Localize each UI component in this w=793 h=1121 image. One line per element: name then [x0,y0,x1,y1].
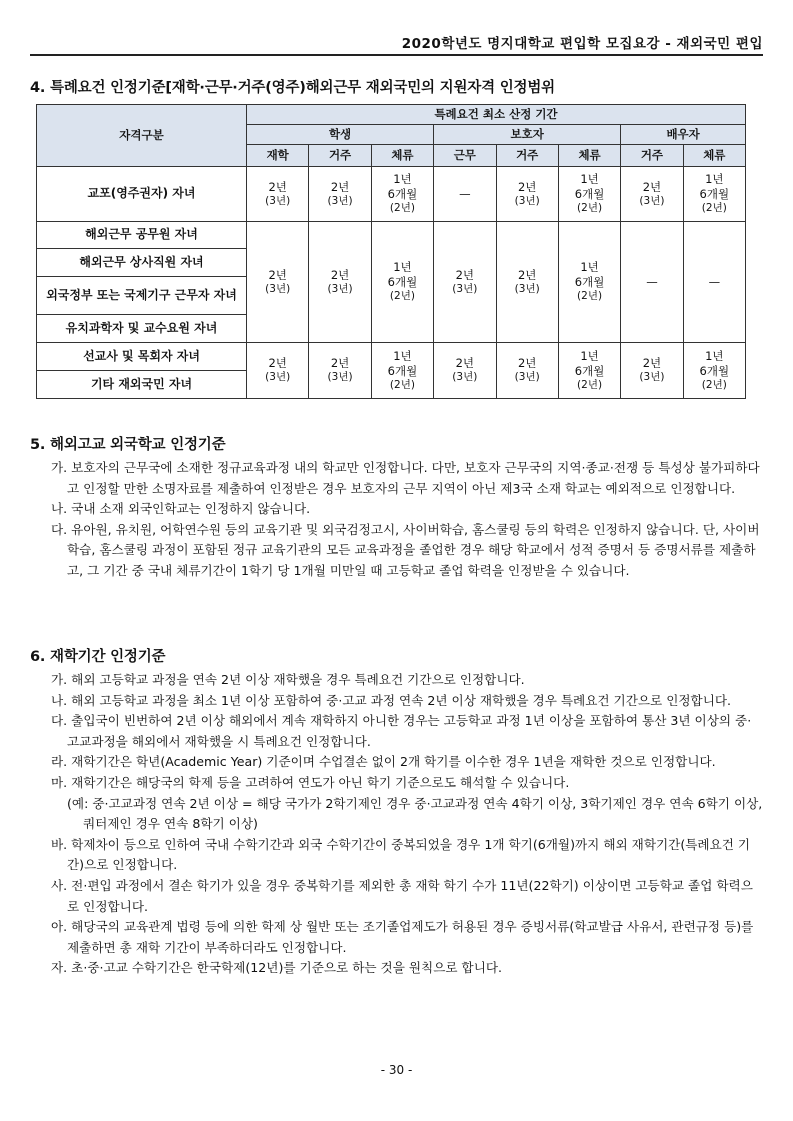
sub-header: 재학 [247,145,309,167]
cell: 2년 (3년) [496,222,558,343]
page-header [30,30,763,56]
cell: 2년 (3년) [434,343,496,399]
header-student: 학생 [247,125,434,145]
cell: 2년 (3년) [247,222,309,343]
list-item: 사. 전·편입 과정에서 결손 학기가 있을 경우 중복학기를 제외한 총 재학 학기 수가 11년(22학기) 이상이면 고등학교 졸업 학력으로 인정합니다. [51,877,753,914]
cell: 2년 (3년) [621,343,683,399]
cell-dash: — [683,222,745,343]
cell: 2년 (3년) [309,343,371,399]
sub-header: 거주 [496,145,558,167]
row-label: 기타 재외국민 자녀 [37,371,247,399]
cell: 2년 (3년) [247,167,309,222]
row-label: 선교사 및 목회자 자녀 [37,343,247,371]
cell-dash: — [621,222,683,343]
header-qualification: 자격구분 [37,105,247,167]
header-guardian: 보호자 [434,125,621,145]
cell: 2년 (3년) [496,343,558,399]
cell: 2년 (3년) [247,343,309,399]
sub-header: 체류 [683,145,745,167]
header-title: 2020학년도 명지대학교 편입학 모집요강 - 재외국민 편입 [401,36,763,52]
header-min-period: 특례요건 최소 산정 기간 [247,105,746,125]
sub-header: 체류 [558,145,620,167]
list-item: 라. 재학기간은 학년(Academic Year) 기준이며 수업결손 없이 2개 학기를 이수한 경우 1년을 재학한 것으로 인정합니다. [51,754,716,770]
page-number: - 30 - [380,1063,413,1077]
list-item: 가. 보호자의 근무국에 소재한 정규교육과정 내의 학교만 인정합니다. 다만, 보호자 근무국의 지역·종교·전쟁 등 특성상 불가피하다고 인정할 만한 소명자료를 제출하여 인정받은 경우 보호자의 근무 지역이 아닌 제3국 소재 학교는 예외적으로 인정합니다. [51,460,760,496]
cell: 1년 6개월 (2년) [683,343,745,399]
list-item: 자. 초·중·고교 수학기간은 한국학제(12년)를 기준으로 하는 것을 원칙으로 합니다. [51,960,503,976]
list-item: 나. 해외 고등학교 과정을 최소 1년 이상 포함하여 중·고교 과정 연속 2년 이상 재학했을 경우 특례요건 기간으로 인정합니다. [51,692,732,708]
cell: 1년 6개월 (2년) [558,222,620,343]
row-label: 해외근무 공무원 자녀 [37,222,247,249]
list-item: 가. 해외 고등학교 과정을 연속 2년 이상 재학했을 경우 특례요건 기간으로 인정합니다. [51,672,525,687]
cell: 1년 6개월 (2년) [558,167,620,222]
cell: 1년 6개월 (2년) [683,167,745,222]
row-label: 외국정부 또는 국제기구 근무자 자녀 [37,277,247,315]
list-item-note: (예: 중·고교과정 연속 2년 이상 = 해당 국가가 2학기제인 경우 중·고교과정 연속 4학기 이상, 3학기제인 경우 연속 6학기 이상, 쿼터제인 경우 연속 8학기 이상) [67,795,763,832]
cell: 1년 6개월 (2년) [371,167,433,222]
list-item: 나. 국내 소재 외국인학교는 인정하지 않습니다. [51,501,311,517]
row-label: 교포(영주권자) 자녀 [37,167,247,222]
cell: 1년 6개월 (2년) [558,343,620,399]
sub-header: 근무 [434,145,496,167]
list-item: 아. 해당국의 교육관계 법령 등에 의한 학제 상 월반 또는 조기졸업제도가 허용된 경우 증빙서류(학교발급 사유서, 관련규정 등)를 제출하면 총 재학 기간이 부족하더라도 인정합니다. [51,919,754,955]
list-item: 바. 학제차이 등으로 인하여 국내 수학기간과 외국 수학기간이 중복되었을 경우 1개 학기(6개월)까지 해외 재학기간(특례요건 기간)으로 인정합니다. [51,836,751,873]
section-6-list [37,670,763,979]
section-4-title: 4. 특례요건 인정기준[재학·근무·거주(영주)해외근무 재외국민의 지원자격 인정범위 [30,80,555,96]
sub-header: 거주 [621,145,683,167]
list-item: 다. 유아원, 유치원, 어학연수원 등의 교육기관 및 외국검정고시, 사이버학습, 홈스쿨링 등의 학력은 인정하지 않습니다. 단, 사이버학습, 홈스쿨링 과정이 포함된 정규 교육기관의 모든 교육과정을 졸업한 경우 해당 학교에서 성적 증명서 등 증명서류를 제출하고, 그 기간 중 국내 체류기간이 1학기 당 1개월 미만일 때 고등학교 졸업 학력을 인정받을 수 있습니다. [51,521,760,578]
sub-header: 체류 [371,145,433,167]
list-item: 다. 출입국이 빈번하여 2년 이상 해외에서 계속 재학하지 아니한 경우는 고등학교 과정 1년 이상을 포함하여 통산 3년 이상의 중·고교과정을 해외에서 재학했을 시 특례요건 인정합니다. [51,713,752,749]
cell-dash: — [434,167,496,222]
cell: 1년 6개월 (2년) [371,222,433,343]
row-label: 유치과학자 및 교수요원 자녀 [37,315,247,343]
qualification-table [36,104,746,399]
cell: 2년 (3년) [434,222,496,343]
cell: 2년 (3년) [309,222,371,343]
cell: 2년 (3년) [309,167,371,222]
cell: 2년 (3년) [496,167,558,222]
cell: 1년 6개월 (2년) [371,343,433,399]
section-6-title: 6. 재학기간 인정기준 [30,649,166,665]
section-5-list [37,458,763,582]
cell: 2년 (3년) [621,167,683,222]
header-spouse: 배우자 [621,125,746,145]
sub-header: 거주 [309,145,371,167]
list-item: 마. 재학기간은 해당국의 학제 등을 고려하여 연도가 아닌 학기 기준으로도 해석할 수 있습니다. [51,774,570,790]
row-label: 해외근무 상사직원 자녀 [37,249,247,277]
section-5-title: 5. 해외고교 외국학교 인정기준 [30,437,226,453]
